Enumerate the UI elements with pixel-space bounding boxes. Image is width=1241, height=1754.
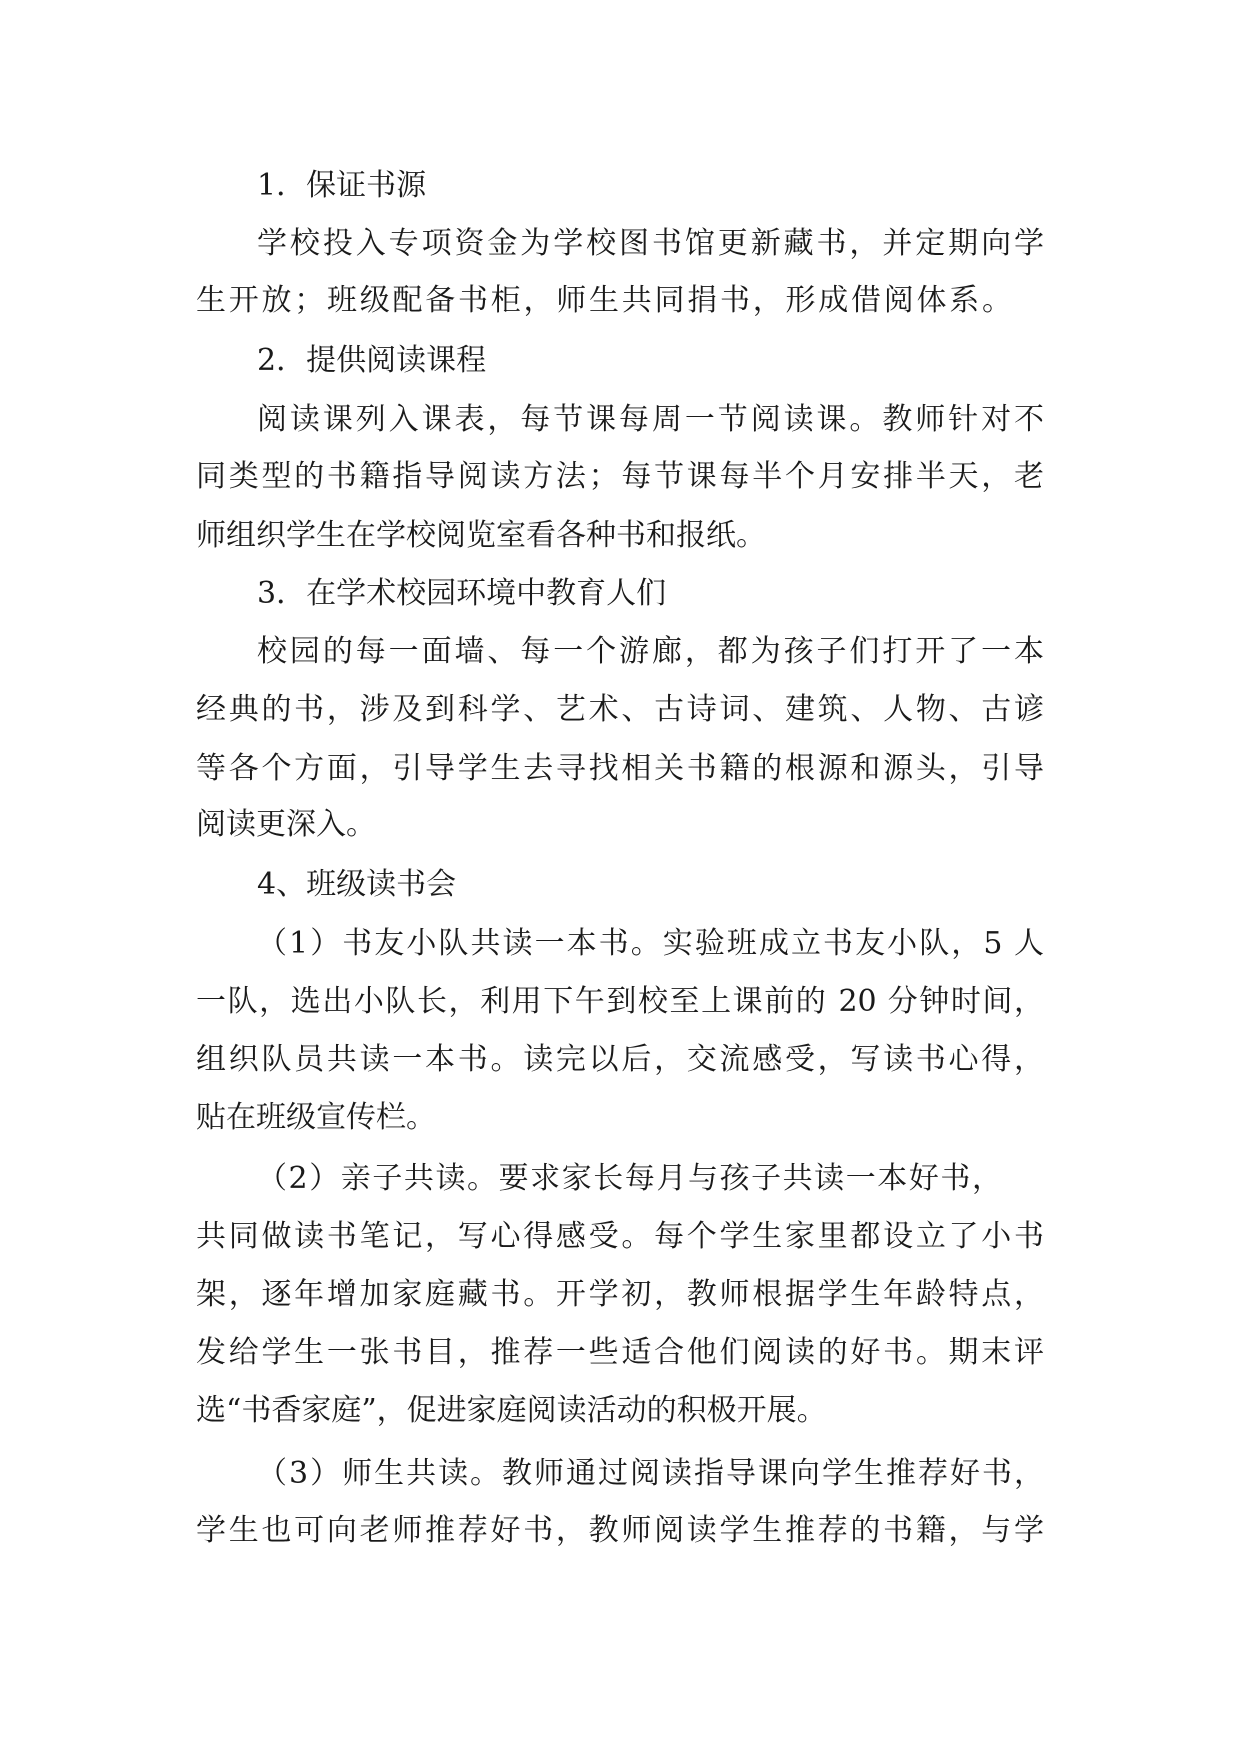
text-line: 组织队员共读一本书。读完以后，交流感受，写读书心得， — [196, 1042, 1044, 1077]
paragraph-line — [0, 624, 1241, 680]
paragraph-line — [0, 741, 1241, 797]
paragraph-line — [0, 1503, 1241, 1559]
text-line: （2）亲子共读。要求家长每月与孩子共读一本好书， — [257, 1161, 1002, 1196]
text-line: 1．保证书源 — [257, 168, 427, 203]
text-line: 一队，选出小队长，利用下午到校至上课前的 20 分钟时间， — [196, 984, 1044, 1019]
text-line: 架，逐年增加家庭藏书。开学初，教师根据学生年龄特点， — [196, 1277, 1044, 1312]
text-line: 选“书香家庭”，促进家庭阅读活动的积极开展。 — [196, 1393, 827, 1428]
text-line: 经典的书，涉及到科学、艺术、古诗词、建筑、人物、古谚 — [196, 692, 1044, 727]
text-line: （3）师生共读。教师通过阅读指导课向学生推荐好书， — [257, 1456, 1044, 1491]
text-line: 发给学生一张书目，推荐一些适合他们阅读的好书。期末评 — [196, 1335, 1044, 1370]
text-line: 阅读课列入课表，每节课每周一节阅读课。教师针对不 — [257, 402, 1044, 437]
paragraph-line — [0, 508, 1241, 564]
text-line: 阅读更深入。 — [196, 807, 376, 842]
text-line: 师组织学生在学校阅览室看各种书和报纸。 — [196, 518, 766, 553]
text-line: 3．在学术校园环境中教育人们 — [257, 576, 667, 611]
text-line: 同类型的书籍指导阅读方法；每节课每半个月安排半天，老 — [196, 459, 1044, 494]
paragraph-line — [0, 449, 1241, 505]
paragraph-line — [0, 216, 1241, 272]
heading-1 — [0, 158, 1241, 214]
paragraph-line — [0, 273, 1241, 329]
paragraph-line — [0, 392, 1241, 448]
paragraph-line — [0, 1383, 1241, 1439]
heading-4 — [0, 857, 1241, 913]
text-line: 校园的每一面墙、每一个游廊，都为孩子们打开了一本 — [257, 634, 1044, 669]
paragraph-line — [0, 682, 1241, 738]
text-line: 4、班级读书会 — [257, 867, 457, 902]
paragraph-line — [0, 1267, 1241, 1323]
text-line: 学生也可向老师推荐好书，教师阅读学生推荐的书籍，与学 — [196, 1513, 1044, 1548]
paragraph-line — [0, 916, 1241, 972]
paragraph-line — [0, 1151, 1241, 1207]
paragraph-line — [0, 1325, 1241, 1381]
heading-3 — [0, 566, 1241, 622]
paragraph-line — [0, 797, 1241, 853]
heading-2 — [0, 333, 1241, 389]
text-line: 生开放；班级配备书柜，师生共同捐书，形成借阅体系。 — [196, 283, 1012, 318]
paragraph-line — [0, 974, 1241, 1030]
text-line: 等各个方面，引导学生去寻找相关书籍的根源和源头，引导 — [196, 751, 1044, 786]
paragraph-line — [0, 1209, 1241, 1265]
text-line: （1）书友小队共读一本书。实验班成立书友小队，5 人 — [257, 926, 1044, 961]
paragraph-line — [0, 1446, 1241, 1502]
paragraph-line — [0, 1032, 1241, 1088]
text-line: 共同做读书笔记，写心得感受。每个学生家里都设立了小书 — [196, 1219, 1044, 1254]
text-line: 学校投入专项资金为学校图书馆更新藏书，并定期向学 — [257, 226, 1044, 261]
text-line: 贴在班级宣传栏。 — [196, 1100, 436, 1135]
text-line: 2．提供阅读课程 — [257, 343, 487, 378]
paragraph-line — [0, 1090, 1241, 1146]
